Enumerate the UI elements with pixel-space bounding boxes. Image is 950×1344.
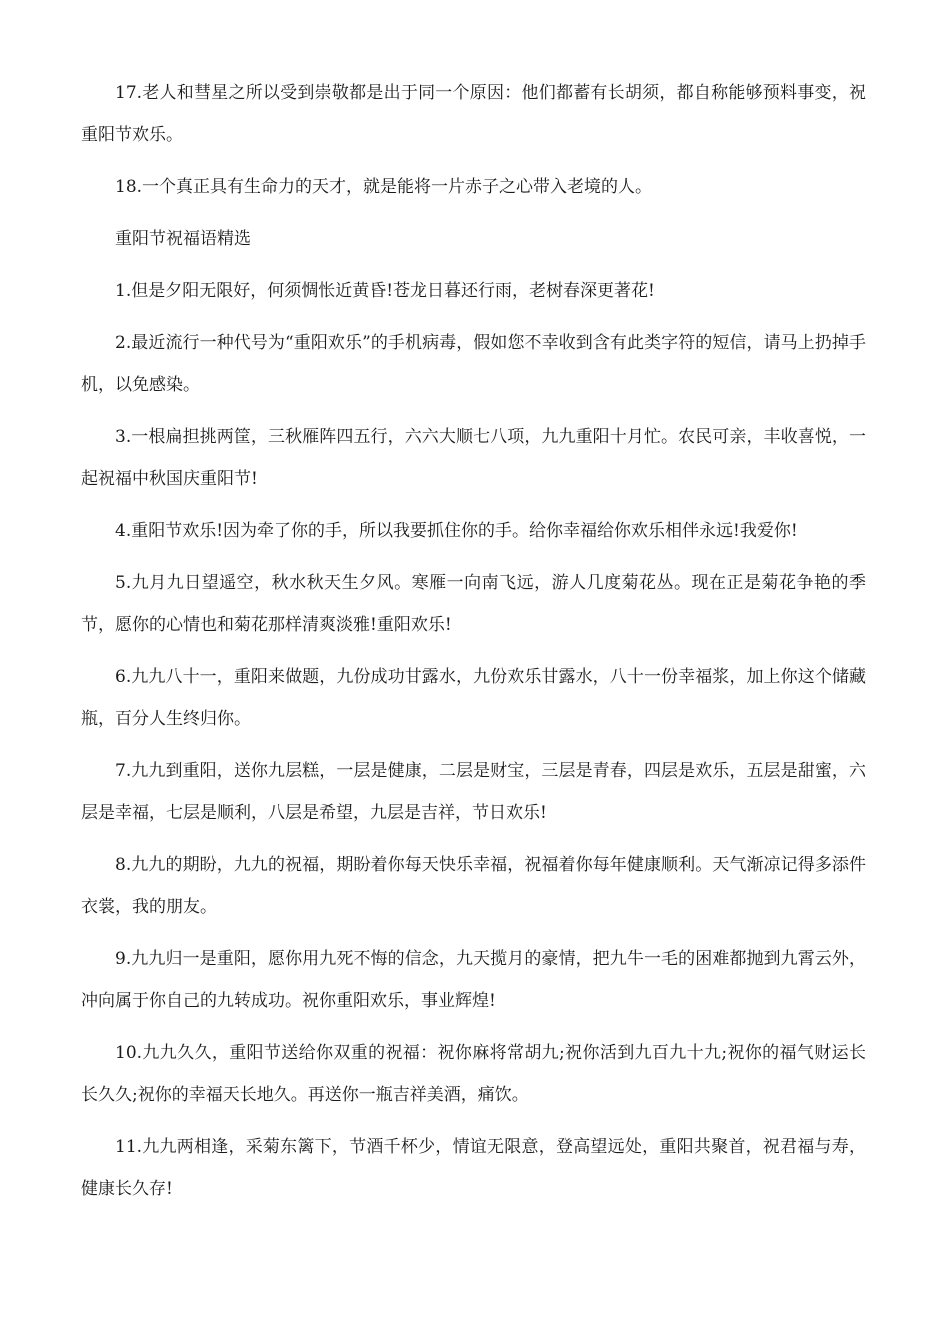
paragraph-17: 17.老人和彗星之所以受到崇敬都是出于同一个原因：他们都蓄有长胡须，都自称能够预料事变，祝重阳节欢乐。 (81, 83, 866, 145)
paragraph-4: 4.重阳节欢乐!因为牵了你的手，所以我要抓住你的手。给你幸福给你欢乐相伴永远!我爱你! (115, 521, 798, 541)
document-body (81, 72, 866, 1220)
paragraph-8: 8.九九的期盼，九九的祝福，期盼着你每天快乐幸福，祝福着你每年健康顺利。天气渐凉记得多添件衣裳，我的朋友。 (81, 855, 866, 917)
paragraph-6: 6.九九八十一，重阳来做题，九份成功甘露水，九份欢乐甘露水，八十一份幸福浆，加上你这个储藏瓶，百分人生终归你。 (81, 667, 866, 729)
paragraph-10: 10.九九久久，重阳节送给你双重的祝福：祝你麻将常胡九;祝你活到九百九十九;祝你的福气财运长长久久;祝你的幸福天长地久。再送你一瓶吉祥美酒，痛饮。 (81, 1043, 866, 1105)
paragraph-9: 9.九九归一是重阳，愿你用九死不悔的信念，九天揽月的豪情，把九牛一毛的困难都抛到九霄云外，冲向属于你自己的九转成功。祝你重阳欢乐，事业辉煌! (81, 949, 866, 1011)
section-heading: 重阳节祝福语精选 (115, 229, 251, 249)
paragraph-5: 5.九月九日望遥空，秋水秋天生夕风。寒雁一向南飞远，游人几度菊花丛。现在正是菊花争艳的季节，愿你的心情也和菊花那样清爽淡雅!重阳欢乐! (81, 573, 866, 635)
paragraph-2: 2.最近流行一种代号为“重阳欢乐”的手机病毒，假如您不幸收到含有此类字符的短信，请马上扔掉手机，以免感染。 (81, 333, 866, 395)
paragraph-3: 3.一根扁担挑两筐，三秋雁阵四五行，六六大顺七八项，九九重阳十月忙。农民可亲，丰收喜悦，一起祝福中秋国庆重阳节! (81, 427, 866, 489)
paragraph-7: 7.九九到重阳，送你九层糕，一层是健康，二层是财宝，三层是青春，四层是欢乐，五层是甜蜜，六层是幸福，七层是顺利，八层是希望，九层是吉祥，节日欢乐! (81, 761, 866, 823)
paragraph-11: 11.九九两相逢，采菊东篱下，节酒千杯少，情谊无限意，登高望远处，重阳共聚首，祝君福与寿，健康长久存! (81, 1137, 866, 1199)
paragraph-18: 18.一个真正具有生命力的天才，就是能将一片赤子之心带入老境的人。 (115, 177, 653, 197)
paragraph-1: 1.但是夕阳无限好，何须惆怅近黄昏!苍龙日暮还行雨，老树春深更著花! (115, 281, 655, 301)
